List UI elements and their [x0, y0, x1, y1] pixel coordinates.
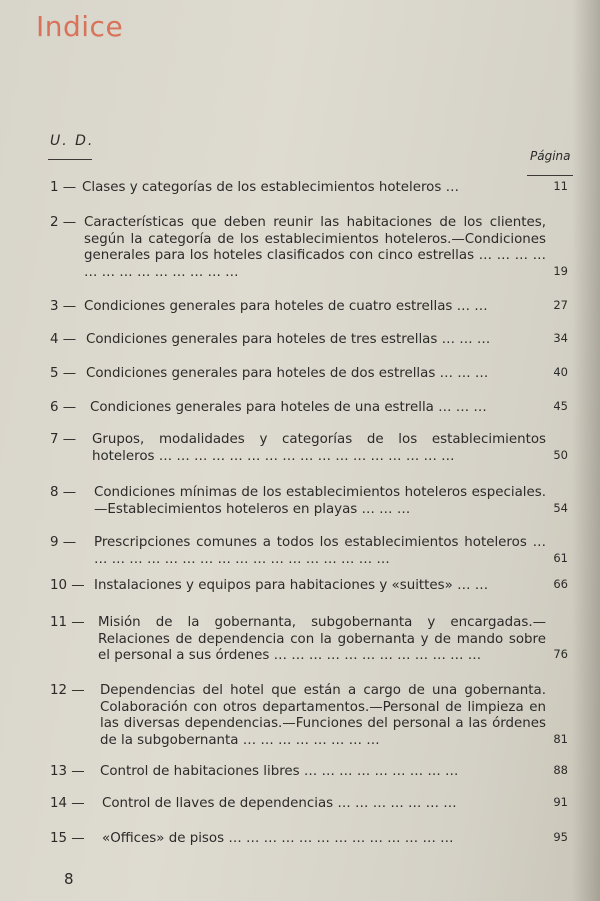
toc-entry-number: 7 —	[50, 432, 77, 447]
toc-entry-page: 91	[553, 795, 568, 809]
toc-entry-page: 19	[553, 263, 568, 278]
toc-entry-2	[50, 215, 568, 281]
toc-entry-text: Instalaciones y equipos para habitaciones y «suittes» … …	[94, 578, 489, 593]
toc-entry-number: 11 —	[50, 615, 85, 630]
toc-entry-text: Prescripciones comunes a todos los establecimientos hoteleros … … … … … … … … … … … … … … … … … …	[94, 535, 546, 567]
toc-entry-5	[50, 365, 568, 383]
toc-entry-text: Misión de la gobernanta, subgobernanta y encargadas.—Relaciones de dependencia con la gobernanta y de mando sobre el personal a sus órdenes … … … … … … … … … … … …	[98, 615, 546, 663]
pagina-column-label: Página	[530, 149, 571, 163]
toc-entry-11	[50, 615, 568, 665]
toc-entry-text: Grupos, modalidades y categorías de los establecimientos hoteleros … … … … … … … … … … … … … … … … …	[92, 432, 546, 464]
page-title: Indice	[36, 10, 124, 43]
toc-entry-page: 27	[553, 298, 568, 312]
toc-entry-text: Características que deben reunir las habitaciones de los clientes, según la categoría de los establecimientos hoteleros.—Condiciones generales para los hoteles clasificados con cinco estrellas … … … … … … … … … … … … …	[84, 215, 546, 280]
toc-entry-page: 66	[553, 577, 568, 591]
toc-entry-page: 11	[553, 179, 568, 193]
toc-entry-number: 13 —	[50, 764, 85, 779]
toc-entry-number: 10 —	[50, 578, 85, 593]
toc-entry-15	[50, 830, 568, 848]
toc-entry-page: 95	[553, 830, 568, 844]
toc-entry-page: 34	[553, 331, 568, 345]
toc-entry-page: 50	[553, 447, 568, 462]
toc-entry-number: 1 —	[50, 180, 77, 195]
ud-column-label: U. D.	[50, 133, 95, 149]
toc-entry-number: 4 —	[50, 332, 77, 347]
toc-entry-number: 5 —	[50, 366, 77, 381]
toc-entry-number: 12 —	[50, 683, 85, 698]
toc-entry-number: 2 —	[50, 215, 77, 230]
binding-shadow	[572, 0, 600, 901]
toc-entry-number: 14 —	[50, 796, 85, 811]
toc-entry-9	[50, 535, 568, 568]
toc-entry-number: 9 —	[50, 535, 77, 550]
toc-entry-number: 15 —	[50, 831, 85, 846]
toc-entry-3	[50, 298, 568, 316]
toc-entry-page: 61	[553, 550, 568, 565]
toc-entry-text: Condiciones generales para hoteles de una estrella … … …	[90, 400, 487, 415]
toc-entry-text: Control de habitaciones libres … … … … … … … … …	[100, 764, 459, 779]
toc-entry-page: 54	[553, 500, 568, 515]
page-number: 8	[64, 870, 74, 888]
toc-entry-number: 8 —	[50, 485, 77, 500]
toc-entry-page: 88	[553, 763, 568, 777]
toc-entry-number: 3 —	[50, 299, 77, 314]
toc-entry-6	[50, 399, 568, 417]
toc-entry-text: Condiciones generales para hoteles de tres estrellas … … …	[86, 332, 491, 347]
toc-entry-page: 45	[553, 399, 568, 413]
toc-entry-text: Dependencias del hotel que están a cargo de una gobernanta. Colaboración con otros departamentos.—Personal de limpieza en las diversas dependencias.—Funciones del personal a las órdenes de la subgobernanta … … … … … … … …	[100, 683, 546, 748]
toc-entry-4	[50, 331, 568, 349]
toc-entry-text: Condiciones generales para hoteles de dos estrellas … … …	[86, 366, 489, 381]
toc-entry-8	[50, 485, 568, 518]
toc-entry-12	[50, 683, 568, 749]
toc-entry-page: 81	[553, 731, 568, 746]
toc-entry-7	[50, 432, 568, 465]
toc-entry-text: Condiciones generales para hoteles de cuatro estrellas … …	[84, 299, 488, 314]
toc-entry-1	[50, 179, 568, 197]
toc-entry-text: Clases y categorías de los establecimientos hoteleros …	[82, 180, 459, 195]
toc-entry-10	[50, 577, 568, 595]
toc-entry-text: «Offices» de pisos … … … … … … … … … … … … …	[102, 831, 454, 846]
toc-entry-text: Condiciones mínimas de los establecimientos hoteleros especiales.—Establecimientos hoteleros en playas … … …	[94, 485, 546, 517]
toc-entry-page: 40	[553, 365, 568, 379]
toc-entry-number: 6 —	[50, 400, 77, 415]
toc-entry-text: Control de llaves de dependencias … … … … … … …	[102, 796, 457, 811]
toc-entry-page: 76	[553, 647, 568, 661]
toc-entry-13	[50, 763, 568, 781]
toc-entry-14	[50, 795, 568, 813]
